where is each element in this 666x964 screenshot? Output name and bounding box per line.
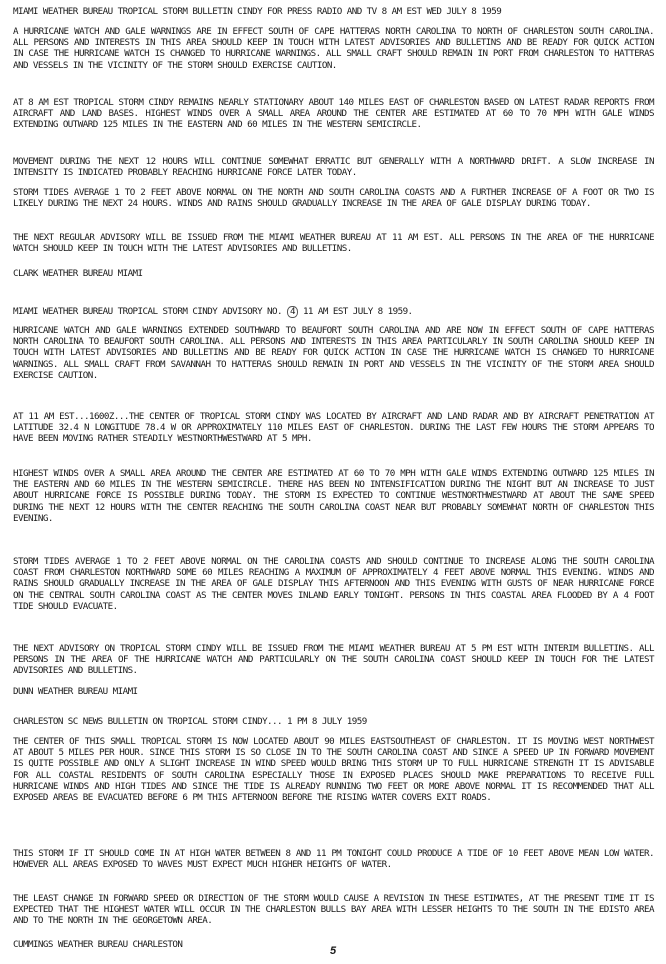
bulletin1-heading: MIAMI WEATHER BUREAU TROPICAL STORM BULLETIN CINDY FOR PRESS RADIO AND TV 8 AM EST WED JULY 8 1959 [13,6,502,17]
bulletin1-paragraph-3: MOVEMENT DURING THE NEXT 12 HOURS WILL CONTINUE SOMEWHAT ERRATIC BUT GENERALLY WITH A NORTHWARD DRIFT. A SLOW INCREASE IN INTENSITY IS INDICATED PROBABLY REACHING HURRICANE FORCE LATER TODAY. [13,156,654,179]
bulletin1-paragraph-1: A HURRICANE WATCH AND GALE WARNINGS ARE IN EFFECT SOUTH OF CAPE HATTERAS NORTH CAROLINA TO NORTH OF CHARLESTON SOUTH CAROLINA. ALL PERSONS AND INTERESTS IN THIS AREA SHOULD KEEP IN TOUCH WITH LATEST ADVISORIES AND BULLETINS AND BE READY FOR QUICK ACTION IN CASE THE HURRICANE WATCH IS CHANGED TO HURRICANE WARNINGS. ALL SMALL CRAFT SHOULD REMAIN IN PORT FROM CHARLESTON TO HATTERAS AND VESSELS IN THE VICINITY OF THE STORM SHOULD EXERCISE CAUTION. [13,26,654,71]
bulletin2-paragraph-2: THIS STORM IF IT SHOULD COME IN AT HIGH WATER BETWEEN 8 AND 11 PM TONIGHT COULD PRODUCE A TIDE OF 10 FEET ABOVE MEAN LOW WATER. HOWEVER ALL AREAS EXPOSED TO WAVES MUST EXPECT MUCH HIGHER HEIGHTS OF WATER. [13,848,654,871]
bulletin2-heading: CHARLESTON SC NEWS BULLETIN ON TROPICAL STORM CINDY... 1 PM 8 JULY 1959 [13,716,367,727]
advisory-heading-suffix: 11 AM EST JULY 8 1959. [297,306,413,317]
advisory-paragraph-3: HIGHEST WINDS OVER A SMALL AREA AROUND THE CENTER ARE ESTIMATED AT 60 TO 70 MPH WITH GALE WINDS EXTENDING OUTWARD 125 MILES IN THE EASTERN AND 60 MILES IN THE WESTERN SEMICIRCLE. THERE HAS BEEN NO INTENSIFICATION DURING THE NIGHT BUT AN INCREASE TO JUST ABOUT HURRICANE FORCE IS POSSIBLE DURING TODAY. THE STORM IS EXPECTED TO CONTINUE WESTNORTHWESTWARD AT ABOUT THE SAME SPEED DURING THE NEXT 12 HOURS WITH THE CENTER REACHING THE SOUTH CAROLINA COAST NEAR BUT PROBABLY SOMEWHAT NORTH OF CHARLESTON THIS EVENING. [13,468,654,524]
bulletin2-paragraph-1: THE CENTER OF THIS SMALL TROPICAL STORM IS NOW LOCATED ABOUT 90 MILES EASTSOUTHEAST OF CHARLESTON. IT IS MOVING WEST NORTHWEST AT ABOUT 5 MILES PER HOUR. SINCE THIS STORM IS SO CLOSE IN TO THE SOUTH CAROLINA COAST AND SINCE A SPEED UP IN FORWARD MOVEMENT IS QUITE POSSIBLE AND ONLY A SLIGHT INCREASE IN WIND SPEED WOULD BRING THIS STORM UP TO FULL HURRICANE STRENGTH IT IS ADVISABLE FOR ALL COASTAL RESIDENTS OF SOUTH CAROLINA ESPECIALLY THOSE IN EXPOSED PLACES SHOULD MAKE PREPARATIONS TO RECEIVE FULL HURRICANE WINDS AND HIGH TIDES AND SINCE THE TIDE IS ALREADY RUNNING TWO FEET OR MORE ABOVE NORMAL IT IS RECOMMENDED THAT ALL EXPOSED AREAS BE EVACUATED BEFORE 6 PM THIS AFTERNOON BEFORE THE RISING WATER COVERS EXIT ROADS. [13,736,654,804]
bulletin1-paragraph-4: STORM TIDES AVERAGE 1 TO 2 FEET ABOVE NORMAL ON THE NORTH AND SOUTH CAROLINA COASTS AND A FURTHER INCREASE OF A FOOT OR TWO IS LIKELY DURING THE NEXT 24 HOURS. WINDS AND RAINS SHOULD GRADUALLY INCREASE IN THE AREA OF GALE DISPLAY DURING TODAY. [13,187,654,210]
advisory-heading [13,306,654,318]
advisory-number: 4 [287,306,298,318]
bulletin1-signature: CLARK WEATHER BUREAU MIAMI [13,268,143,279]
bulletin1-paragraph-2: AT 8 AM EST TROPICAL STORM CINDY REMAINS NEARLY STATIONARY ABOUT 140 MILES EAST OF CHARLESTON BASED ON LATEST RADAR REPORTS FROM AIRCRAFT AND LAND BASES. HIGHEST WINDS OVER A SMALL AREA AROUND THE CENTER ARE ESTIMATED AT 60 TO 70 MPH WITH GALE WINDS EXTENDING OUTWARD 125 MILES IN THE EASTERN AND 60 MILES IN THE WESTERN SEMICIRCLE. [13,97,654,131]
advisory-paragraph-4: STORM TIDES AVERAGE 1 TO 2 FEET ABOVE NORMAL ON THE CAROLINA COASTS AND SHOULD CONTINUE TO INCREASE ALONG THE SOUTH CAROLINA COAST FROM CHARLESTON NORTHWARD SOME 60 MILES REACHING A MAXIMUM OF APPROXIMATELY 4 FEET ABOVE NORMAL THIS EVENING. WINDS AND RAINS SHOULD GRADUALLY INCREASE IN THE AREA OF GALE DISPLAY THIS AFTERNOON AND THIS EVENING WITH GUSTS OF NEAR HURRICANE FORCE ON THE CENTRAL SOUTH CAROLINA COAST AS THE CENTER MOVES INLAND EARLY TONIGHT. PERSONS IN THIS COASTAL AREA FLOODED BY A 4 FOOT TIDE SHOULD EVACUATE. [13,556,654,612]
bulletin2-signature: CUMMINGS WEATHER BUREAU CHARLESTON [13,939,183,950]
bulletin1-paragraph-5: THE NEXT REGULAR ADVISORY WILL BE ISSUED FROM THE MIAMI WEATHER BUREAU AT 11 AM EST. ALL PERSONS IN THE AREA OF THE HURRICANE WATCH SHOULD KEEP IN TOUCH WITH THE LATEST ADVISORIES AND BULLETINS. [13,232,654,255]
advisory-paragraph-5: THE NEXT ADVISORY ON TROPICAL STORM CINDY WILL BE ISSUED FROM THE MIAMI WEATHER BUREAU AT 5 PM EST WITH INTERIM BULLETINS. ALL PERSONS IN THE AREA OF THE HURRICANE WATCH AND PARTICULARLY ON THE SOUTH CAROLINA COAST SHOULD KEEP IN TOUCH FOR THE LATEST ADVISORIES AND BULLETINS. [13,643,654,677]
bulletin2-paragraph-3: THE LEAST CHANGE IN FORWARD SPEED OR DIRECTION OF THE STORM WOULD CAUSE A REVISION IN THESE ESTIMATES, AT THE PRESENT TIME IT IS EXPECTED THAT THE HIGHEST WATER WILL OCCUR IN THE CHARLESTON BULLS BAY AREA WITH LESSER HEIGHTS TO THE SOUTH IN THE EDISTO AREA AND TO THE NORTH IN THE GEORGETOWN AREA. [13,893,654,927]
page-number: 5 [329,945,337,957]
advisory-signature: DUNN WEATHER BUREAU MIAMI [13,686,138,697]
advisory-paragraph-1: HURRICANE WATCH AND GALE WARNINGS EXTENDED SOUTHWARD TO BEAUFORT SOUTH CAROLINA AND ARE NOW IN EFFECT SOUTH OF CAPE HATTERAS NORTH CAROLINA TO BEAUFORT SOUTH CAROLINA. ALL PERSONS AND INTERESTS IN THIS AREA PARTICULARLY IN SOUTH CAROLINA SHOULD KEEP IN TOUCH WITH LATEST ADVISORIES AND BULLETINS AND BE READY FOR QUICK ACTION IN CASE THE HURRICANE WATCH IS CHANGED TO HURRICANE WARNINGS. ALL SMALL CRAFT FROM SAVANNAH TO HATTERAS SHOULD REMAIN IN PORT AND VESSELS IN THE VICINITY OF THE STORM AREA SHOULD EXERCISE CAUTION. [13,325,654,381]
advisory-heading-prefix: MIAMI WEATHER BUREAU TROPICAL STORM CINDY ADVISORY NO. [13,306,287,317]
advisory-paragraph-2: AT 11 AM EST...1600Z...THE CENTER OF TROPICAL STORM CINDY WAS LOCATED BY AIRCRAFT AND LAND RADAR AND BY AIRCRAFT PENETRATION AT LATITUDE 32.4 N LONGITUDE 78.4 W OR APPROXIMATELY 110 MILES EAST OF CHARLESTON. DURING THE LAST FEW HOURS THE STORM APPEARS TO HAVE BEEN MOVING RATHER STEADILY WESTNORTHWESTWARD AT 5 MPH. [13,411,654,445]
